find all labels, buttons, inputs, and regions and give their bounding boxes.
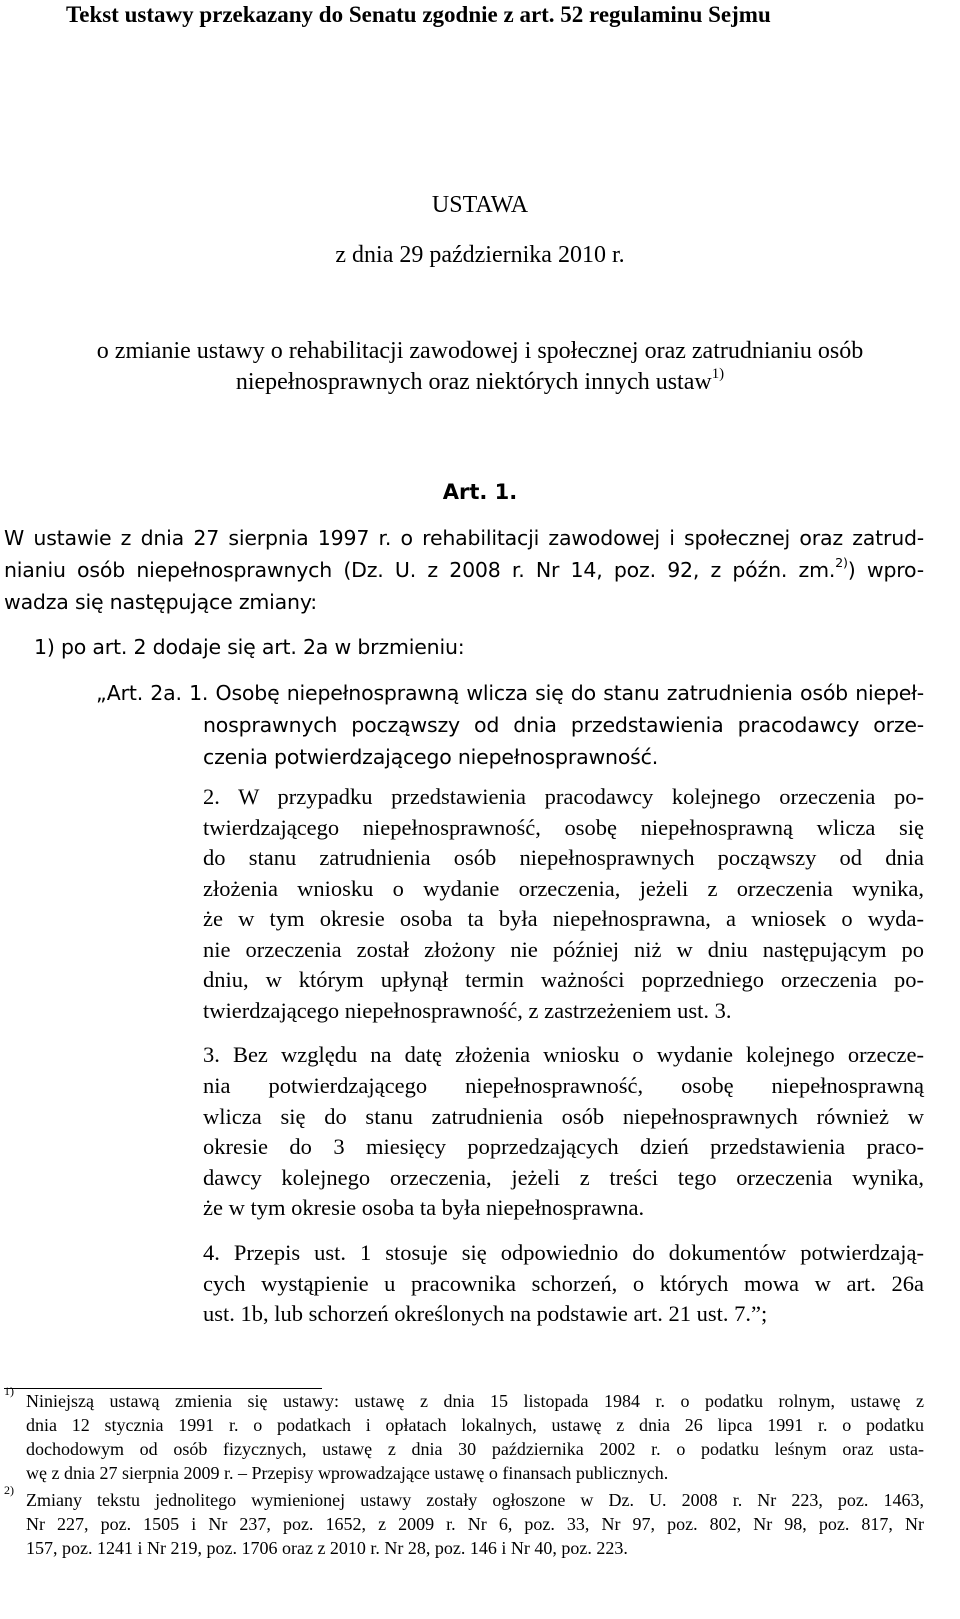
point-1: 1) po art. 2 dodaje się art. 2a w brzmieniu: xyxy=(34,635,465,659)
header-notice: Tekst ustawy przekazany do Senatu zgodnie z art. 52 regulaminu Sejmu xyxy=(66,2,771,27)
footnote-2-line: 157, poz. 1241 i Nr 219, poz. 1706 oraz z 2010 r. Nr 28, poz. 146 i Nr 40, poz. 223. xyxy=(26,1538,628,1558)
ust2-line: dniu, w którym upłynął termin ważności poprzedniego orzeczenia po- xyxy=(203,967,924,992)
footnote-ref-2: 2) xyxy=(835,555,848,571)
act-subject-line-2 xyxy=(0,365,960,396)
footnote-1-line: dnia 12 stycznia 1991 r. o podatkach i opłatach lokalnych, ustawę z dnia 26 lipca 1991 r. o podatku xyxy=(26,1415,924,1435)
ust3-line: wlicza się do stanu zatrudnienia osób niepełnosprawnych również w xyxy=(203,1104,924,1129)
art2a-line: nosprawnych począwszy od dnia przedstawienia pracodawcy orze- xyxy=(203,713,924,737)
footnote-ref-1: 1) xyxy=(711,365,725,382)
ust4-line: ust. 1b, lub schorzeń określonych na podstawie art. 21 ust. 7.”; xyxy=(203,1301,768,1326)
intro-line-3: wadza się następujące zmiany: xyxy=(4,590,317,614)
intro-line-1: W ustawie z dnia 27 sierpnia 1997 r. o rehabilitacji zawodowej i społecznej oraz zatrud- xyxy=(4,526,924,550)
ust2-line: twierdzającego niepełnosprawność, z zastrzeżeniem ust. 3. xyxy=(203,998,732,1023)
footnote-2-line: Nr 227, poz. 1505 i Nr 237, poz. 1652, z 2009 r. Nr 6, poz. 33, Nr 97, poz. 802, Nr 98, poz. 817, Nr xyxy=(26,1514,924,1534)
ust4-line: cych wystąpienie u pracownika schorzeń, o których mowa w art. 26a xyxy=(203,1271,924,1296)
ust2-line: że w tym okresie osoba ta była niepełnosprawna, a wniosek o wyda- xyxy=(203,906,924,931)
article-heading: Art. 1. xyxy=(442,480,518,504)
footnote-2-line: Zmiany tekstu jednolitego wymienionej ustawy zostały ogłoszone w Dz. U. 2008 r. Nr 223, poz. 1463, xyxy=(26,1490,924,1510)
ust3-line: okresie do 3 miesięcy poprzedzających dzień przedstawienia praco- xyxy=(203,1134,924,1159)
intro-line-2 xyxy=(4,555,924,582)
ust2-line: 2. W przypadku przedstawienia pracodawcy kolejnego orzeczenia po- xyxy=(203,784,924,809)
ust2-line: do stanu zatrudnienia osób niepełnosprawnych począwszy od dnia xyxy=(203,845,924,870)
footnote-1-marker: 1) xyxy=(4,1384,14,1398)
footnote-1-line: Niniejszą ustawą zmienia się ustawy: ustawę z dnia 15 listopada 1984 r. o podatku rolnym, ustawę z xyxy=(26,1391,924,1411)
intro-text-b: ) wpro- xyxy=(847,558,924,582)
intro-text-a: nianiu osób niepełnosprawnych (Dz. U. z 2008 r. Nr 14, poz. 92, z późn. zm. xyxy=(4,558,836,582)
ust2-line: twierdzającego niepełnosprawność, osobę niepełnosprawną wlicza się xyxy=(203,815,924,840)
ust2-line: złożenia wniosku o wydanie orzeczenia, jeżeli z orzeczenia wynika, xyxy=(203,876,924,901)
ust2-line: nie orzeczenia został złożony nie później niż w dniu następującym po xyxy=(203,937,924,962)
ust3-line: 3. Bez względu na datę złożenia wniosku o wydanie kolejnego orzecze- xyxy=(203,1042,924,1067)
ust3-line: że w tym okresie osoba ta była niepełnosprawna. xyxy=(203,1195,645,1220)
footnote-2-marker: 2) xyxy=(4,1483,14,1497)
art2a-line: „Art. 2a. 1. Osobę niepełnosprawną wlicza się do stanu zatrudnienia osób niepeł- xyxy=(96,681,924,705)
act-subject-text: niepełnosprawnych oraz niektórych innych ustaw xyxy=(235,369,712,395)
act-date: z dnia 29 października 2010 r. xyxy=(335,242,625,268)
footnote-separator xyxy=(4,1388,322,1389)
ust4-line: 4. Przepis ust. 1 stosuje się odpowiednio do dokumentów potwierdzają- xyxy=(203,1240,924,1265)
ust3-line: dawcy kolejnego orzeczenia, jeżeli z treści tego orzeczenia wynika, xyxy=(203,1165,924,1190)
act-type: USTAWA xyxy=(431,192,529,218)
act-subject-line-1: o zmianie ustawy o rehabilitacji zawodowej i społecznej oraz zatrudnianiu osób xyxy=(96,338,864,364)
footnote-1-line: dochodowym od osób fizycznych, ustawę z dnia 30 października 2002 r. o podatku leśnym oraz usta- xyxy=(26,1439,924,1459)
footnote-1-line: wę z dnia 27 sierpnia 2009 r. – Przepisy wprowadzające ustawę o finansach publicznych. xyxy=(26,1463,669,1483)
art2a-line: czenia potwierdzającego niepełnosprawność. xyxy=(203,745,659,769)
ust3-line: nia potwierdzającego niepełnosprawność, osobę niepełnosprawną xyxy=(203,1073,924,1098)
